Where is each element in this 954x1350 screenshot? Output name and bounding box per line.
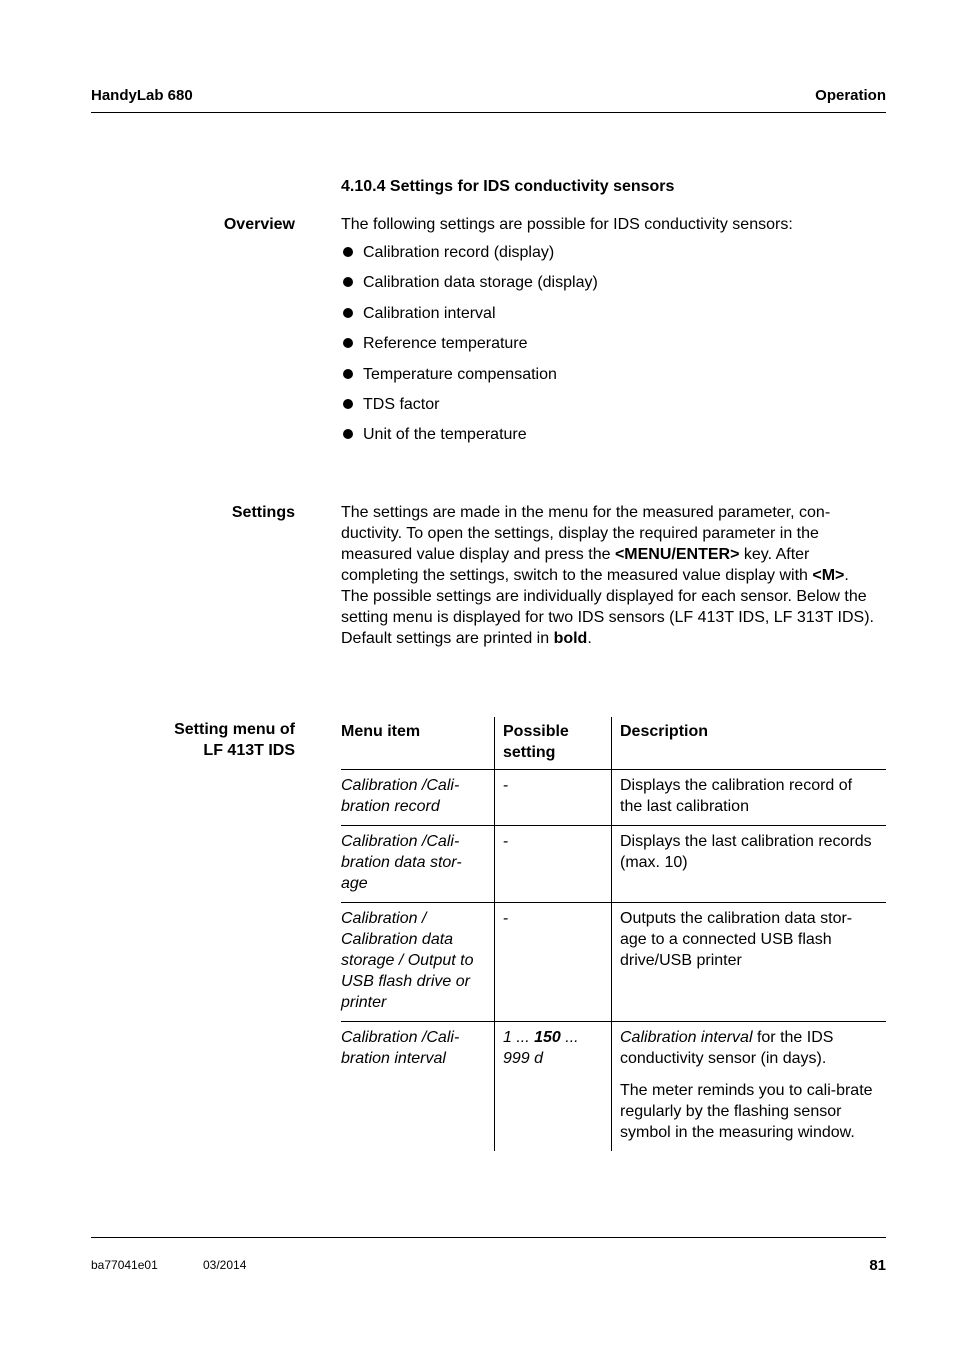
footer-rule	[91, 1237, 886, 1238]
footer-doc-id: ba77041e01	[91, 1258, 158, 1272]
list-item: Temperature compensation	[341, 364, 598, 394]
settings-table	[341, 717, 886, 1151]
table-row: Calibration / Calibration data storage / Output to USB flash drive or printer - Outputs the calibration data stor-age to a connected USB flash drive/USB printer	[341, 903, 886, 1022]
list-item: Calibration interval	[341, 303, 598, 333]
settings-paragraph-2: The possible settings are individually displayed for each sensor. Below the setting menu is displayed for two IDS sensors (LF 413T IDS, LF 313T IDS).	[341, 588, 874, 626]
overview-label: Overview	[223, 216, 295, 233]
table-row: Calibration /Cali-bration data stor-age - Displays the last calibration records (max. 10)	[341, 826, 886, 903]
setting-menu-label: Setting menu of LF 413T IDS	[174, 721, 295, 759]
list-item: Calibration record (display)	[341, 242, 598, 272]
column-header-possible-setting: Possible setting	[495, 717, 612, 770]
section-title: 4.10.4 Settings for IDS conductivity sensors	[341, 178, 675, 195]
list-item: TDS factor	[341, 394, 598, 424]
column-header-description: Description	[612, 717, 887, 770]
overview-intro: The following settings are possible for IDS conductivity sensors:	[341, 216, 793, 233]
footer-date: 03/2014	[203, 1258, 247, 1272]
overview-list	[341, 242, 598, 455]
m-key: <M>	[812, 567, 845, 584]
table-row: Calibration /Cali-bration record - Displays the calibration record of the last calibration	[341, 770, 886, 826]
list-item: Reference temperature	[341, 333, 598, 363]
running-header-title: HandyLab 680	[91, 87, 193, 104]
list-item: Calibration data storage (display)	[341, 272, 598, 302]
list-item: Unit of the temperature	[341, 424, 598, 454]
header-rule	[91, 112, 886, 113]
table-header-row	[341, 717, 886, 770]
table-row: Calibration /Cali-bration interval 1 ... 150 ... 999 d Calibration interval for the IDS conductivity sensor (in days). The meter reminds you to cali-brate regularly by the flashing sensor symbol in the measuring window.	[341, 1022, 886, 1152]
menu-enter-key: <MENU/ENTER>	[614, 546, 740, 563]
column-header-menu-item: Menu item	[341, 723, 421, 740]
page-number: 81	[869, 1257, 886, 1274]
settings-text	[341, 502, 889, 649]
settings-paragraph-1: The settings are made in the menu for the measured parameter, con-ductivity. To open the settings, display the required parameter in the measured value display and press the <MENU/ENTER> key. After completing the settings, switch to the measured value display with <M>.	[341, 504, 849, 584]
settings-label: Settings	[231, 504, 295, 521]
running-header-chapter: Operation	[815, 87, 886, 104]
settings-paragraph-3: Default settings are printed in bold.	[341, 630, 592, 647]
